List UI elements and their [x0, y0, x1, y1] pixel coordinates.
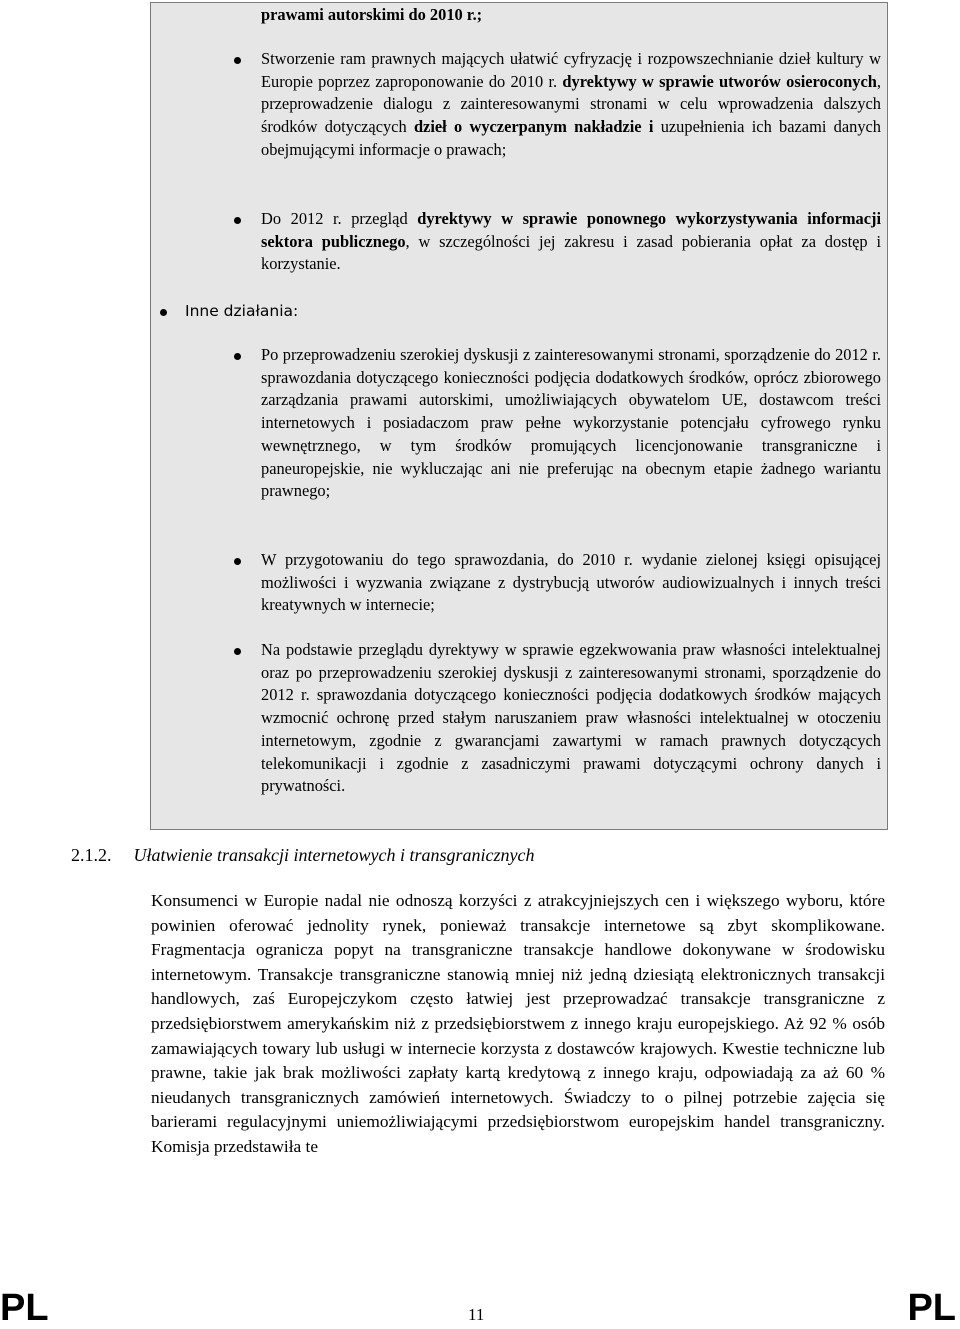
footer-language-right: PL — [907, 1287, 956, 1329]
body-paragraph: Konsumenci w Europie nadal nie odnoszą korzyści z atrakcyjniejszych cen i większego wyboru, które powinien oferować jednolity rynek, ponieważ transakcje internetowe są zbyt skomplikowane. Fragmentacja ogranicza popyt na transgraniczne transakcje handlowe dokonywane w środowisku internetowym. Transakcje transgraniczne stanowią mniej niż jedną dziesiątą elektronicznych transakcji handlowych, zaś Europejczykom często łatwiej jest przeprowadzać transakcje transgraniczne z przedsiębiorstwem amerykańskim niż z przedsiębiorstwem z innego kraju europejskiego. Aż 92 % osób zamawiających towary lub usługi w internecie korzysta z dostawców krajowych. Kwestie techniczne lub prawne, takie jak brak możliwości zapłaty kartą kredytową z innego kraju, odpowiadają za aż 60 % nieudanych transgranicznych zamówień internetowych. Świadczy to o pilnej potrzebie zajęcia się barierami regulacyjnymi uniemożliwiającymi przedsiębiorstwom europejskim handel transgraniczny. Komisja przedstawiła te — [151, 891, 885, 1156]
text-run: dyrektywy w sprawie ponownego wykorzystywania informacji sektora publicznego — [261, 209, 882, 251]
bullet-icon — [234, 648, 241, 655]
inne-dzialania-label: Inne działania: — [185, 302, 299, 320]
footer-language-left: PL — [0, 1287, 49, 1329]
box-item-2 — [261, 208, 881, 276]
text-run: , przeprowadzenie dialogu z zainteresowanymi stronami w celu wprowadzenia dalszych środków dotyczących — [261, 71, 881, 137]
text-run: dyrektywy w sprawie utworów osieroconych — [562, 71, 877, 91]
section-heading — [71, 843, 534, 867]
inne-item-1: Po przeprowadzeniu szerokiej dyskusji z zainteresowanymi stronami, sporządzenie do 2012 r. sprawozdania dotyczącego konieczności podjęcia dodatkowych środków, oprócz zbiorowego zarządzania prawami autorskimi, umożliwiających obywatelom UE, dostawcom treści internetowych i posiadaczom praw pełne wykorzystanie potencjału cyfrowego rynku wewnętrznego, w tym środków promujących licencjonowanie transgraniczne i paneuropejskie, nie wykluczając ani nie preferując na obecnym etapie żadnego wariantu prawnego; — [261, 345, 881, 501]
text-run: uzupełnienia ich bazami danych obejmującymi informacje o prawach; — [261, 117, 881, 159]
inne-item-3: Na podstawie przeglądu dyrektywy w sprawie egzekwowania praw własności intelektualnej oraz po przeprowadzeniu szerokiej dyskusji z zainteresowanymi stronami, sporządzenie do 2012 r. sprawozdania dotyczącego konieczności podjęcia dodatkowych środków mających wzmocnić ochronę przed stałym naruszaniem praw własności intelektualnej w otoczeniu internetowym, zgodnie z gwarancjami zawartymi w ramach prawnych dotyczących telekomunikacji i zgodnie z zasadniczymi prawami dotyczącymi ochrony danych i prywatności. — [261, 640, 881, 796]
inne-item-2: W przygotowaniu do tego sprawozdania, do 2010 r. wydanie zielonej księgi opisującej możliwości i wyzwania związane z dystrybucją utworów audiowizualnych i innych treści kreatywnych w internecie; — [261, 550, 881, 615]
bullet-icon — [234, 217, 241, 224]
box-item-1 — [261, 48, 881, 162]
section-title: Ułatwienie transakcji internetowych i transgranicznych — [133, 845, 535, 865]
text-run: dzieł o wyczerpanym nakładzie i — [413, 117, 654, 137]
bullet-icon — [234, 57, 241, 64]
box-first-line: prawami autorskimi do 2010 r.; — [261, 5, 483, 24]
bullet-icon — [234, 558, 241, 565]
text-run: Stworzenie ram prawnych mających ułatwić cyfryzację i rozpowszechnianie dzieł kultury w Europie poprzez zaproponowanie do 2010 r. — [261, 49, 881, 91]
text-run: Do 2012 r. przegląd — [261, 209, 418, 228]
page-number: 11 — [468, 1305, 485, 1324]
bullet-icon — [234, 353, 241, 360]
bullet-icon — [160, 309, 167, 316]
text-run: , w szczególności jej zakresu i zasad pobierania opłat za dostęp i korzystanie. — [261, 231, 881, 274]
section-number: 2.1.2. — [71, 845, 112, 865]
